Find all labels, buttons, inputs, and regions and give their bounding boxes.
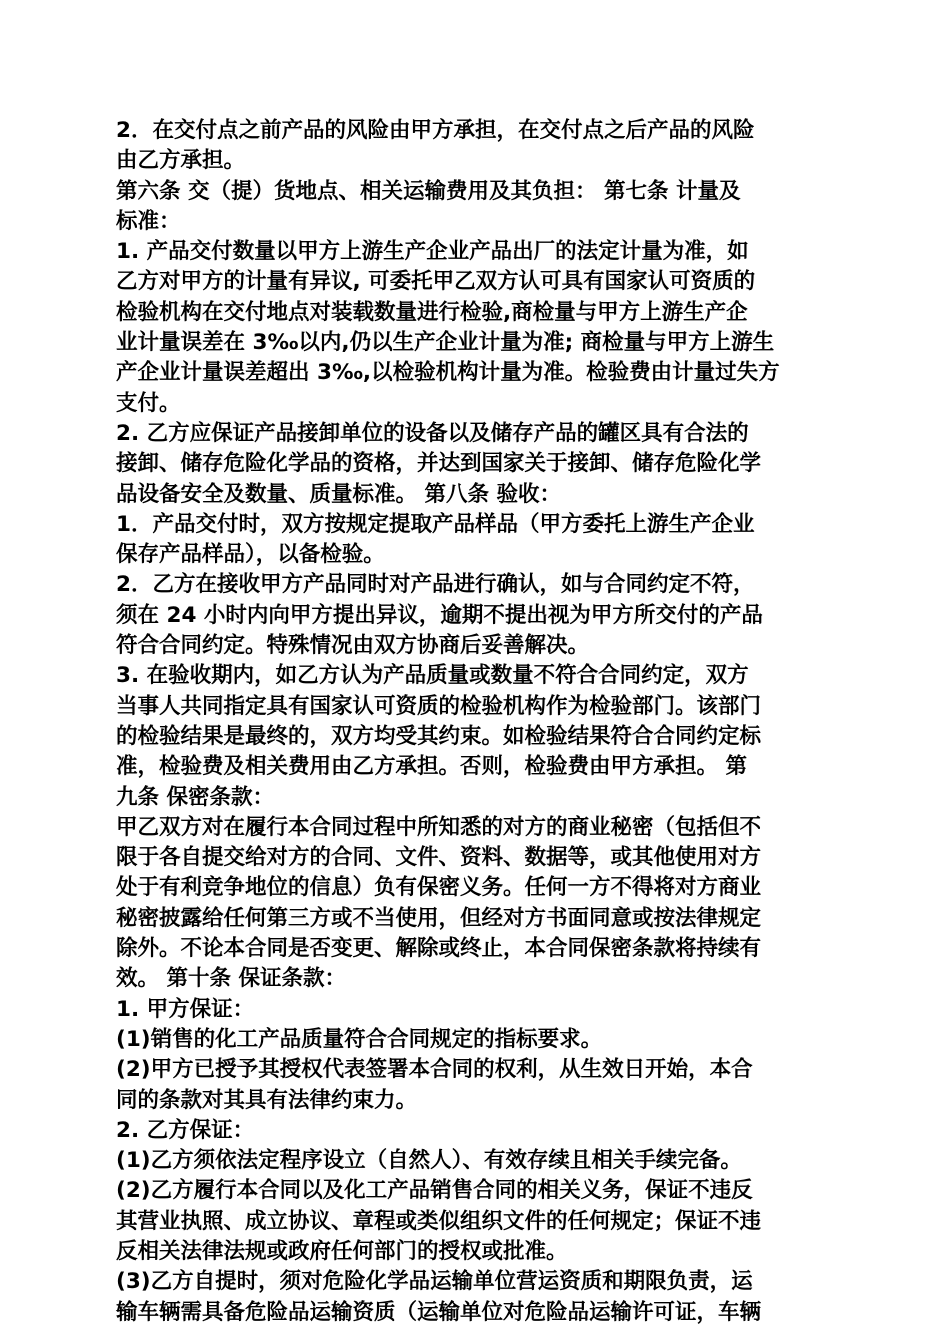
text-line: 2．乙方在接收甲方产品同时对产品进行确认，如与合同约定不符， <box>116 572 755 598</box>
text-line: 输车辆需具备危险品运输资质（运输单位对危险品运输许可证，车辆 <box>116 1299 762 1325</box>
text-line: 2．在交付点之前产品的风险由甲方承担，在交付点之后产品的风险 <box>116 118 755 143</box>
text-line: 当事人共同指定具有国家认可资质的检验机构作为检验部门。该部门 <box>116 693 762 719</box>
text-line: 2. 乙方保证： <box>116 1117 255 1143</box>
text-line: 1．产品交付时，双方按规定提取产品样品（甲方委托上游生产企业 <box>116 511 755 537</box>
section-heading-line: 第六条 交（提）货地点、相关运输费用及其负担： 第七条 计量及 <box>116 178 741 204</box>
section-heading-line: 效。 第十条 保证条款： <box>116 966 346 992</box>
text-line: 产企业计量误差超出 3‰,以检验机构计量为准。检验费由计量过失方 <box>116 360 780 386</box>
text-line: 同的条款对其具有法律约束力。 <box>116 1087 418 1113</box>
text-line: (3)乙方自提时，须对危险化学品运输单位营运资质和期限负责，运 <box>116 1269 753 1295</box>
text-line: 2. 乙方应保证产品接卸单位的设备以及储存产品的罐区具有合法的 <box>116 420 749 446</box>
text-line: 甲乙双方对在履行本合同过程中所知悉的对方的商业秘密（包括但不 <box>116 814 762 840</box>
text-line: 反相关法律法规或政府任何部门的授权或批准。 <box>116 1238 568 1264</box>
text-line: 除外。不论本合同是否变更、解除或终止，本合同保密条款将持续有 <box>116 936 762 962</box>
text-line: 处于有利竞争地位的信息）负有保密义务。任何一方不得将对方商业 <box>116 875 762 901</box>
text-line: 乙方对甲方的计量有异议, 可委托甲乙双方认可具有国家认可资质的 <box>116 269 756 295</box>
text-line: 标准： <box>116 208 181 234</box>
text-line: 须在 24 小时内向甲方提出异议，逾期不提出视为甲方所交付的产品 <box>116 602 763 628</box>
text-line: 检验机构在交付地点对装载数量进行检验,商检量与甲方上游生产企 <box>116 299 748 325</box>
text-line: (2)甲方已授予其授权代表签署本合同的权利，从生效日开始，本合 <box>116 1057 753 1083</box>
text-line: 1. 产品交付数量以甲方上游生产企业产品出厂的法定计量为准，如 <box>116 239 749 265</box>
section-heading-line: 品设备安全及数量、质量标准。 第八条 验收： <box>116 481 561 507</box>
text-line: 限于各自提交给对方的合同、文件、资料、数据等，或其他使用对方 <box>116 845 762 871</box>
text-line: 其营业执照、成立协议、章程或类似组织文件的任何规定；保证不违 <box>116 1208 762 1234</box>
text-line: (1)销售的化工产品质量符合合同规定的指标要求。 <box>116 1026 603 1052</box>
text-line: 保存产品样品），以备检验。 <box>116 542 385 568</box>
text-line: 1. 甲方保证： <box>116 996 255 1022</box>
text-line: 准，检验费及相关费用由乙方承担。否则，检验费由甲方承担。 第 <box>116 754 747 780</box>
text-line: 支付。 <box>116 390 181 416</box>
text-line: 由乙方承担。 <box>116 148 246 174</box>
text-line: 的检验结果是最终的，双方均受其约束。如检验结果符合合同约定标 <box>116 723 762 749</box>
section-heading-line: 九条 保密条款： <box>116 784 274 810</box>
text-line: 3. 在验收期内，如乙方认为产品质量或数量不符合合同约定，双方 <box>116 663 749 689</box>
text-line: 业计量误差在 3‰以内,仍以生产企业计量为准; 商检量与甲方上游生 <box>116 330 775 356</box>
document-page <box>116 116 836 1328</box>
text-line: 接卸、储存危险化学品的资格，并达到国家关于接卸、储存危险化学 <box>116 451 762 477</box>
text-line: 符合合同约定。特殊情况由双方协商后妥善解决。 <box>116 633 590 659</box>
text-line: (2)乙方履行本合同以及化工产品销售合同的相关义务，保证不违反 <box>116 1178 753 1204</box>
text-line: (1)乙方须依法定程序设立（自然人）、有效存续且相关手续完备。 <box>116 1148 742 1174</box>
text-line: 秘密披露给任何第三方或不当使用，但经对方书面同意或按法律规定 <box>116 905 762 931</box>
